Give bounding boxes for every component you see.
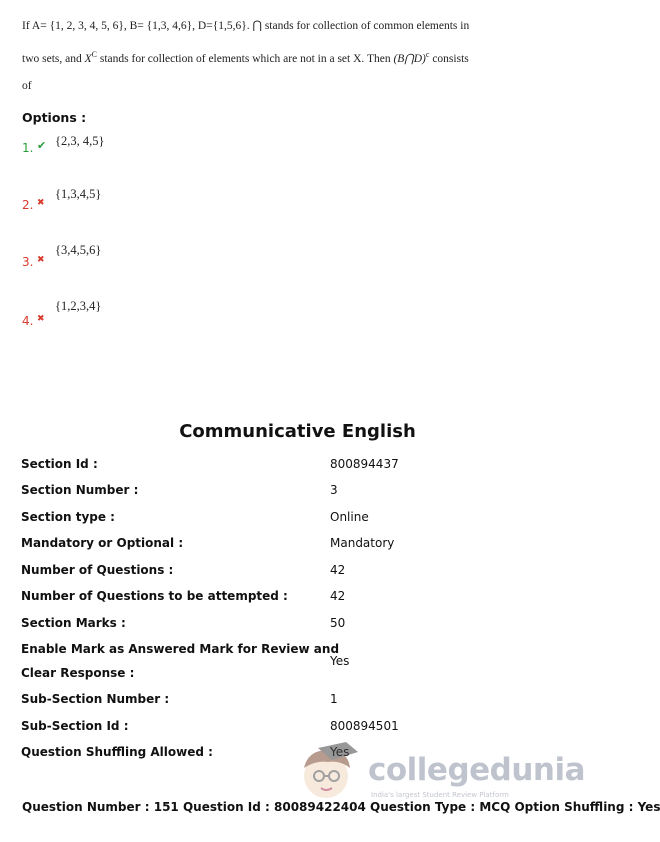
- question-text-2b: stands for collection of elements which are not in a set X. Then: [96, 52, 394, 65]
- num-attempted-label: Number of Questions to be attempted :: [21, 589, 288, 603]
- subsection-id-label: Sub-Section Id :: [21, 719, 129, 733]
- mark-review-label: Enable Mark as Answered Mark for Review and: [21, 642, 340, 656]
- question-text-2a: two sets, and: [22, 52, 85, 65]
- section-title: Communicative English: [179, 421, 416, 442]
- subsection-number-value: 1: [330, 692, 338, 706]
- option-number: 3.: [22, 255, 34, 269]
- mandatory-label: Mandatory or Optional :: [21, 536, 184, 550]
- question-line-2: [22, 50, 577, 65]
- mascot-logo-icon: [288, 738, 368, 808]
- num-questions-value: 42: [330, 563, 346, 577]
- section-id-value: 800894437: [330, 457, 399, 471]
- watermark-text: collegedunia: [368, 752, 586, 788]
- options-header: Options :: [22, 110, 87, 125]
- option-value: {2,3, 4,5}: [55, 134, 105, 148]
- section-id-label: Section Id :: [21, 457, 98, 471]
- watermark-tagline: India's largest Student Review Platform: [371, 791, 509, 799]
- next-question-header: Question Number : 151 Question Id : 80089422404 Question Type : MCQ Option Shuffling : Yes: [22, 800, 660, 814]
- set-variable-x: X: [84, 52, 92, 65]
- mark-review-value: Yes: [330, 654, 350, 668]
- section-marks-value: 50: [330, 616, 346, 630]
- num-attempted-value: 42: [330, 589, 346, 603]
- section-marks-label: Section Marks :: [21, 616, 126, 630]
- cross-icon: ✖: [37, 314, 45, 324]
- question-text-2c: consists: [429, 52, 469, 65]
- question-line-3: [22, 80, 577, 92]
- question-text-3: of: [22, 80, 32, 92]
- question-shuffling-label: Question Shuffling Allowed :: [21, 745, 213, 759]
- subsection-id-value: 800894501: [330, 719, 399, 733]
- set-expression: (B⋂D): [393, 52, 426, 65]
- subsection-number-label: Sub-Section Number :: [21, 692, 170, 706]
- section-number-value: 3: [330, 483, 338, 497]
- section-type-value: Online: [330, 510, 369, 524]
- check-icon: ✔: [37, 139, 47, 152]
- mandatory-value: Mandatory: [330, 536, 395, 550]
- expression-superscript: c: [425, 50, 430, 59]
- question-text-1: If A= {1, 2, 3, 4, 5, 6}, B= {1,3, 4,6}, D={1,5,6}. ⋂ stands for collection of common elements in: [22, 20, 470, 32]
- option-value: {3,4,5,6}: [55, 243, 102, 257]
- num-questions-label: Number of Questions :: [21, 563, 174, 577]
- option-number: 4.: [22, 314, 34, 328]
- question-line-1: [22, 18, 577, 32]
- option-number: 1.: [22, 141, 34, 155]
- option-value: {1,3,4,5}: [55, 187, 102, 201]
- cross-icon: ✖: [37, 198, 45, 208]
- complement-superscript: C: [91, 50, 97, 59]
- section-number-label: Section Number :: [21, 483, 139, 497]
- mark-review-label-2: Clear Response :: [21, 666, 135, 680]
- section-type-label: Section type :: [21, 510, 115, 524]
- cross-icon: ✖: [37, 255, 45, 265]
- option-value: {1,2,3,4}: [55, 299, 102, 313]
- option-number: 2.: [22, 198, 34, 212]
